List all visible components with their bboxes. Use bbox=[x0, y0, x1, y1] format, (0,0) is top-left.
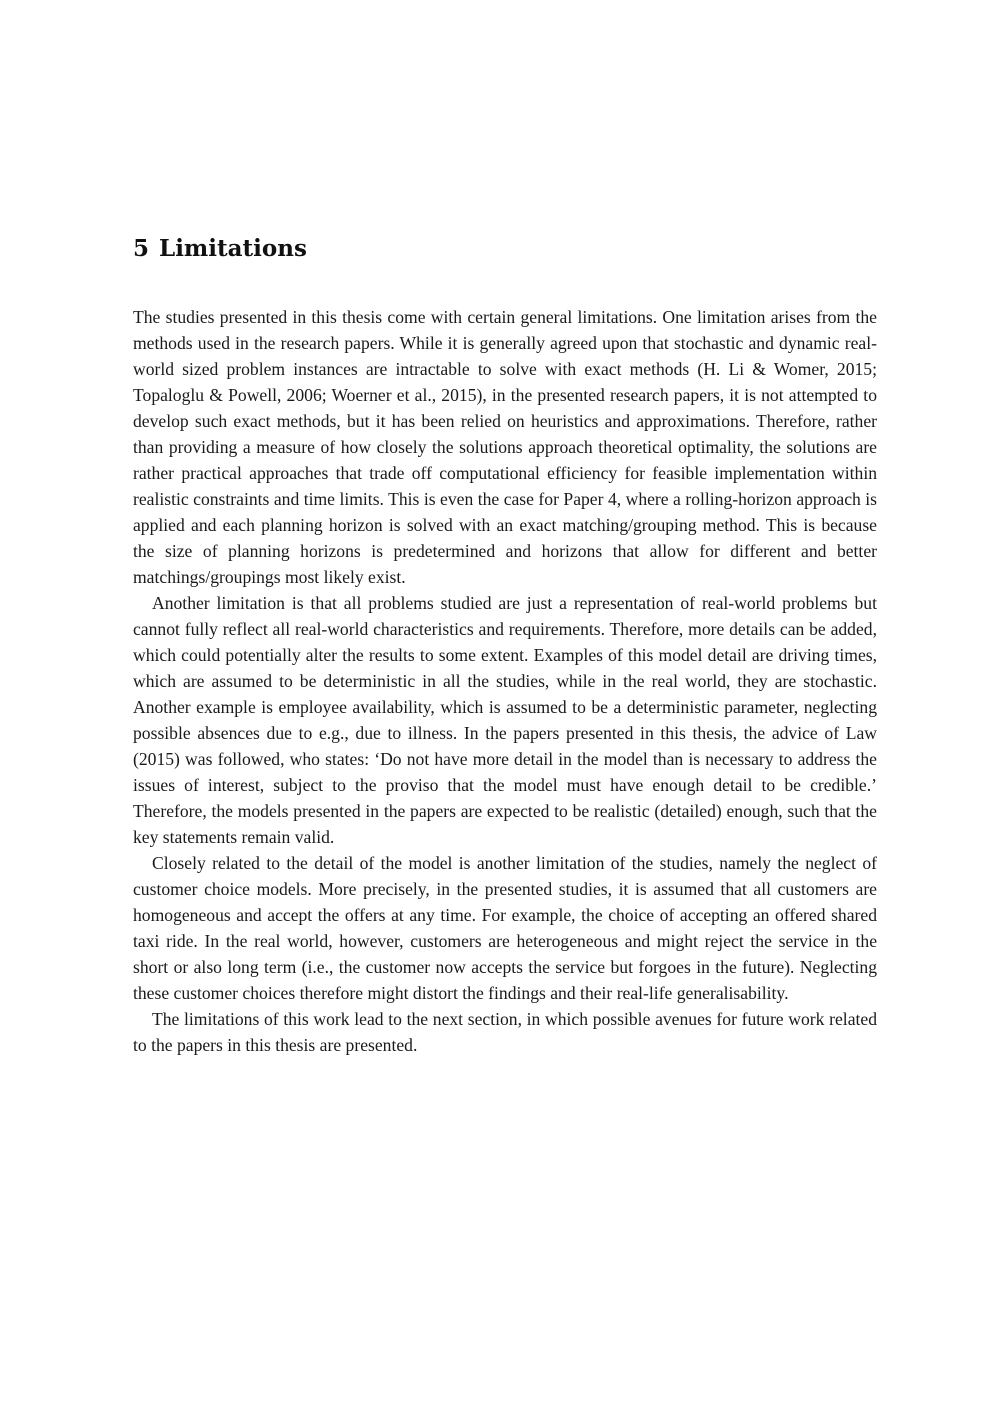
paragraph-model-detail-limitation: Another limitation is that all problems studied are just a representation of real-world problems but cannot fully reflect all real-world characteristics and requirements. Therefore, more details can be added, which could potentially alter the results to some extent. Examples of this model detail are driving times, which are assumed to be deterministic in all the studies, while in the real world, they are stochastic. Another example is employee availability, which is assumed to be a deterministic parameter, neglecting possible absences due to e.g., due to illness. In the papers presented in this thesis, the advice of Law (2015) was followed, who states: ‘Do not have more detail in the model than is necessary to address the issues of interest, subject to the proviso that the model must have enough detail to be credible.’ Therefore, the models presented in the papers are expected to be realistic (detailed) enough, such that the key statements remain valid. bbox=[133, 593, 877, 847]
paragraph-methods-limitation: The studies presented in this thesis come with certain general limitations. One limitation arises from the methods used in the research papers. While it is generally agreed upon that stochastic and dynamic real-world sized problem instances are intractable to solve with exact methods (H. Li & Womer, 2015; Topaloglu & Powell, 2006; Woerner et al., 2015), in the presented research papers, it is not attempted to develop such exact methods, but it has been relied on heuristics and approximations. Therefore, rather than providing a measure of how closely the solutions approach theoretical optimality, the solutions are rather practical approaches that trade off computational efficiency for feasible implementation within realistic constraints and time limits. This is even the case for Paper 4, where a rolling-horizon approach is applied and each planning horizon is solved with an exact matching/grouping method. This is because the size of planning horizons is predetermined and horizons that allow for different and better matchings/groupings most likely exist. bbox=[133, 307, 877, 587]
section-title: Limitations bbox=[159, 235, 307, 262]
section-heading bbox=[133, 232, 877, 266]
document-page bbox=[133, 232, 877, 1058]
paragraph-customer-choice-limitation: Closely related to the detail of the model is another limitation of the studies, namely the neglect of customer choice models. More precisely, in the presented studies, it is assumed that all customers are homogeneous and accept the offers at any time. For example, the choice of accepting an offered shared taxi ride. In the real world, however, customers are heterogeneous and might reject the service in the short or also long term (i.e., the customer now accepts the service but forgoes in the future). Neglecting these customer choices therefore might distort the findings and their real-life generalisability. bbox=[133, 853, 877, 1003]
section-number: 5 bbox=[133, 235, 150, 262]
section-body bbox=[133, 304, 877, 1058]
paragraph-transition: The limitations of this work lead to the next section, in which possible avenues for future work related to the papers in this thesis are presented. bbox=[133, 1009, 877, 1055]
